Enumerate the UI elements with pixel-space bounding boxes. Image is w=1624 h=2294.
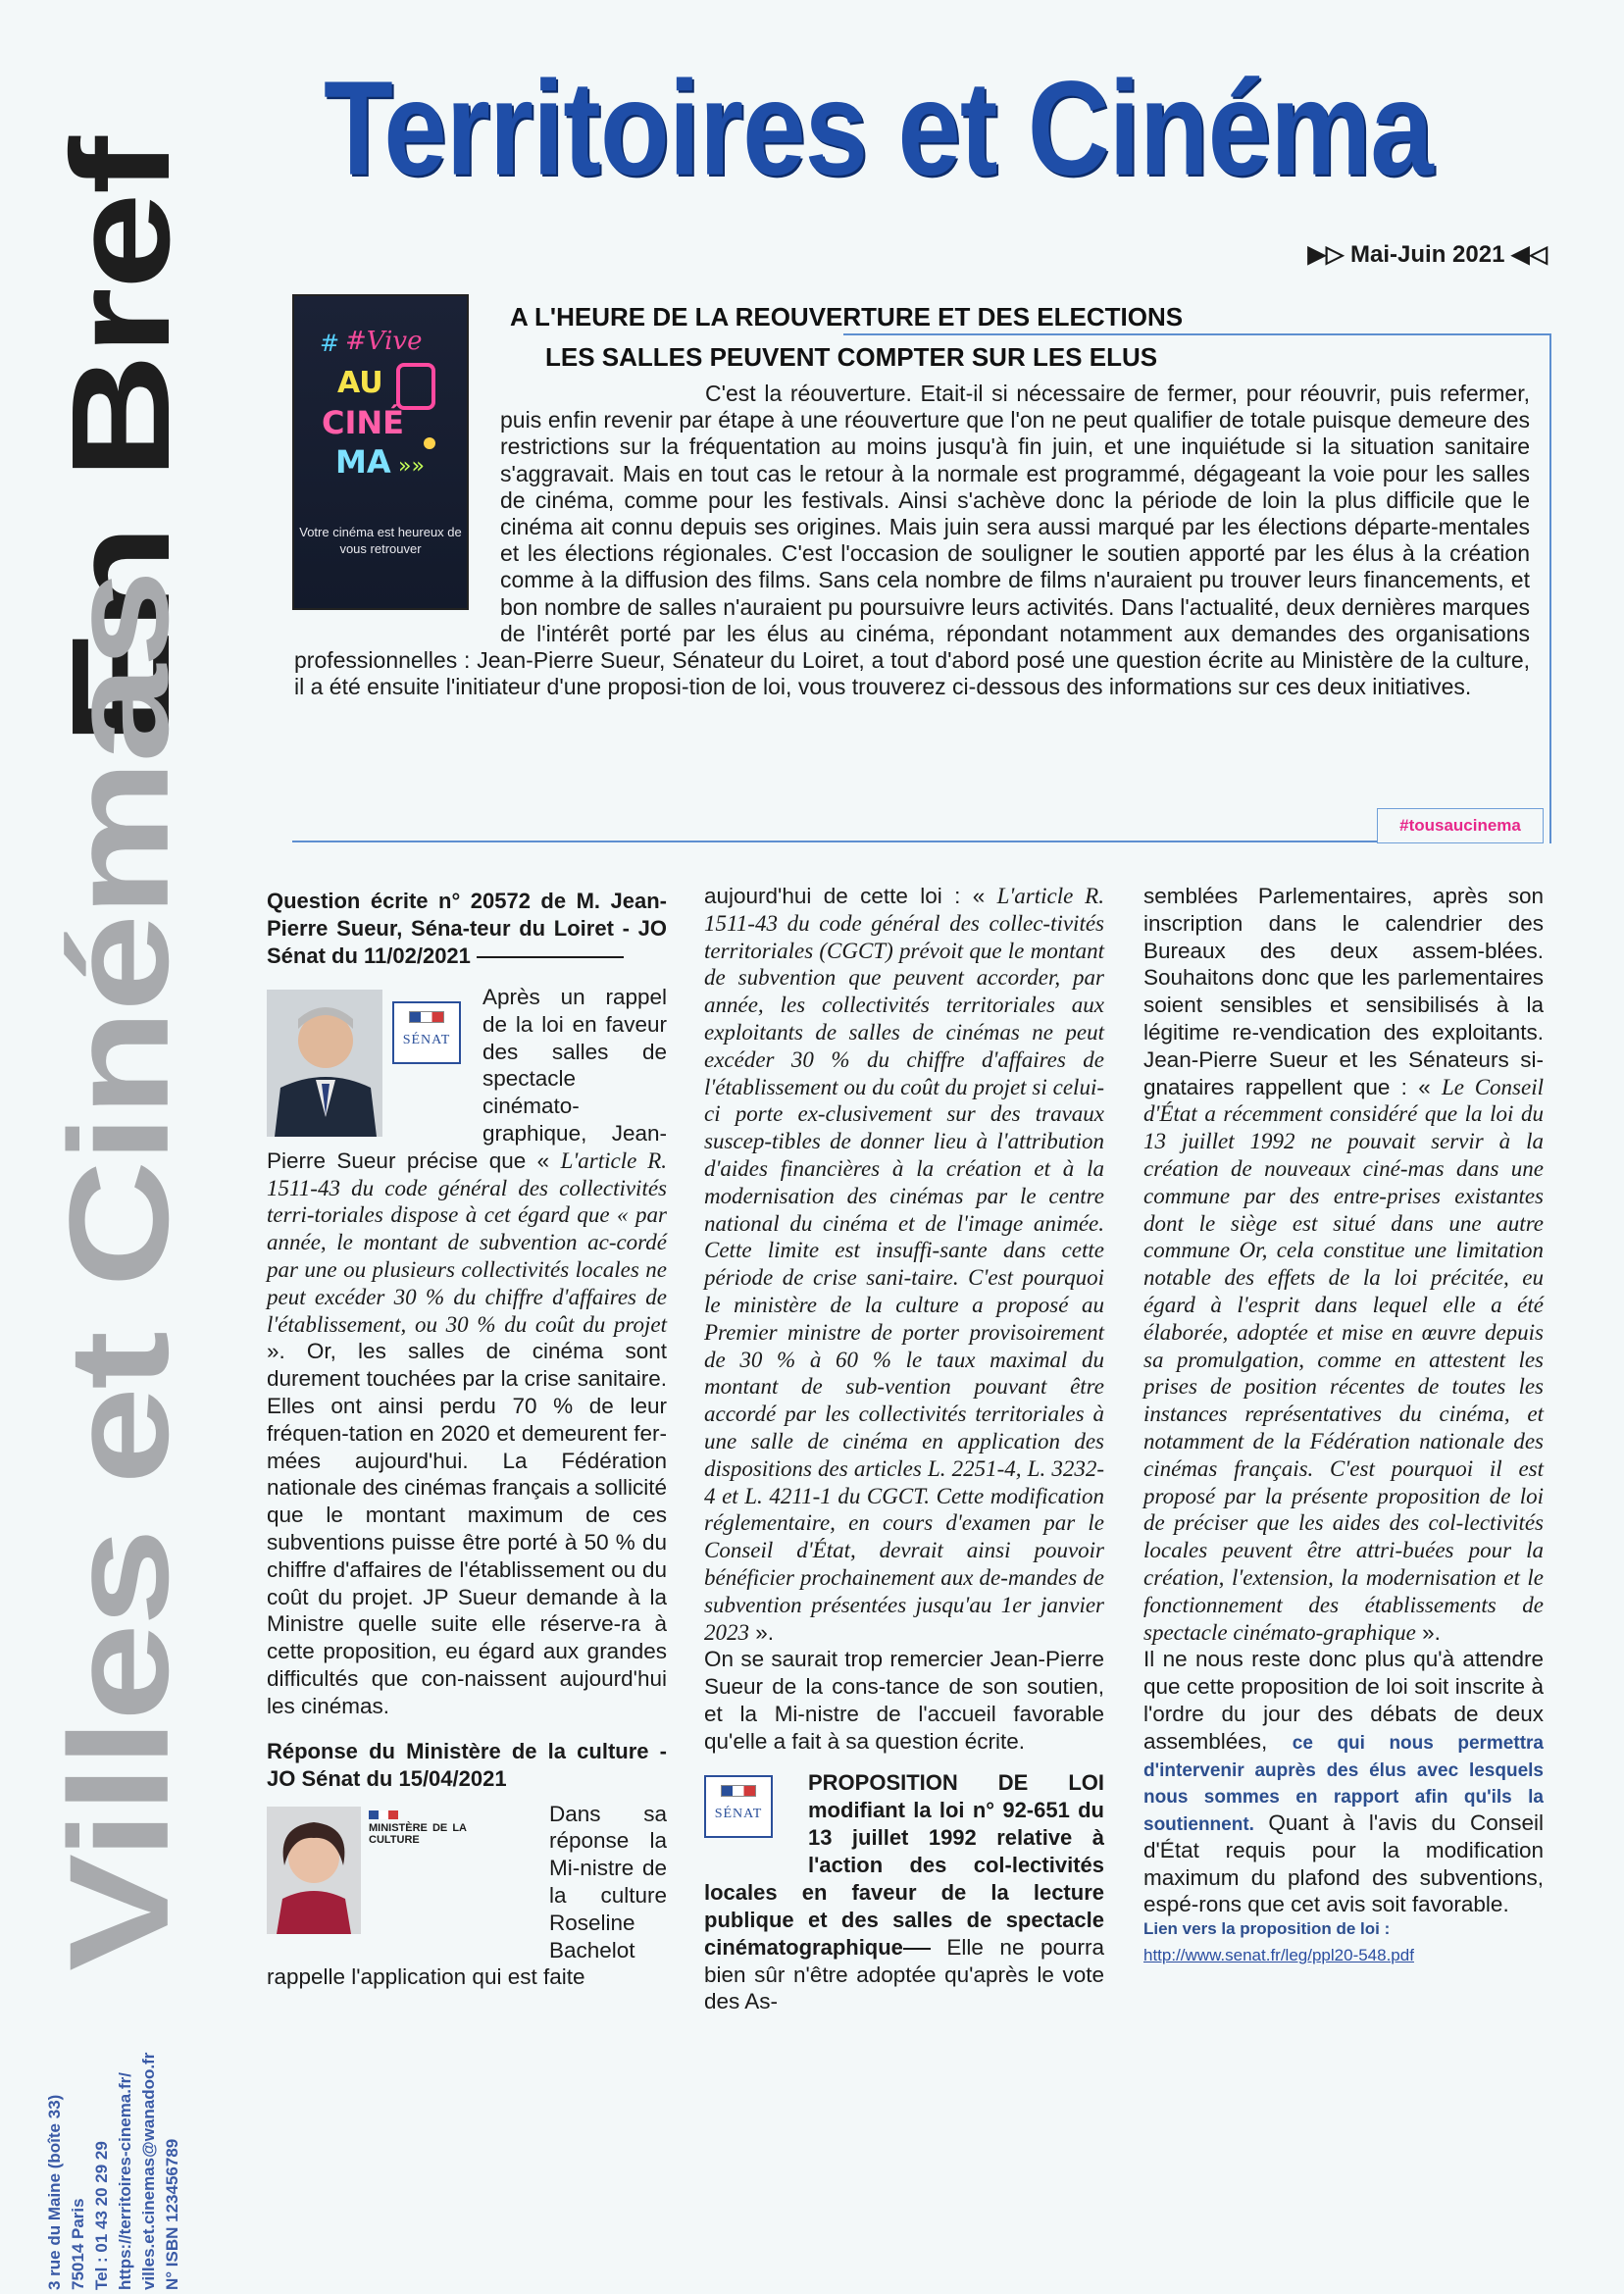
address-line: 3 rue du Maine (boîte 33): [45, 2094, 64, 2290]
ministry-logo: MINISTÈRE DE LA CULTURE: [369, 1810, 467, 1846]
svg-text:CINÉ: CINÉ: [322, 404, 405, 441]
website-link[interactable]: https://territoires-cinema.fr/: [116, 2072, 134, 2290]
phone-line: Tel : 01 43 20 29 29: [92, 2141, 111, 2290]
column-question: Question écrite n° 20572 de M. Jean-Pierre Sueur, Séna-teur du Loiret - JO Sénat du 11/02/2021 SÉNAT Après un rappel de la loi en faveur des salles de spectacle cinémato-graphique, Jean-Pierre Sueur précise que « L'article R. 1511-43 du code général des collectivités terri-toriales dispose à cet égard que « par année, le montant de subvention ac-cordé par une ou plusieurs collectivités locales ne peut excéder 30 % du chiffre d'affaires de l'établissement, ou 30 % du coût du projet ». Or, les salles de cinéma sont durement touchées par la crise sanitaire. Elles ont ainsi perdu 70 % de leur fréquen-tation en 2020 et demeurent fer-mées aujourd'hui. La Fédération nationale des cinémas français a sollicité que le montant maximum de ces subventions puisse être porté à 50 % du chiffre d'affaires de l'établissement ou du coût du projet. JP Sueur demande à la Ministre quelle suite elle réserve-ra à cette proposition, eu égard aux grandes difficultés que con-naissent aujourd'hui les cinémas. Réponse du Ministère de la culture - JO Sénat du 15/04/2021 MINISTÈRE DE LA CULTURE Dans sa réponse la Mi-nistre de la culture Roseline Bachelot rappelle l'application qui est faite: [267, 889, 667, 1990]
link-label: Lien vers la proposition de loi :: [1143, 1919, 1391, 1939]
villes-et-cinemas-title: Villes et Cinémas: [40, 572, 199, 1971]
lead-body: [294, 381, 1530, 700]
frame-line: [1549, 333, 1551, 843]
proposal-text: Elle ne pourra bien sûr n'être adoptée qu'après le vote des As-: [704, 1934, 1104, 2014]
thanks-paragraph: On se saurait trop remercier Jean-Pierre Sueur de la cons-tance de son soutien, et la Mi-nistre de l'accueil favorable qu'elle a fait à sa question écrite.: [704, 1647, 1104, 1754]
portrait-icon: [267, 1807, 361, 1934]
senat-logo: SÉNAT: [392, 1001, 461, 1064]
question-header: Question écrite n° 20572 de M. Jean-Pierre Sueur, Séna-teur du Loiret - JO Sénat du 11/02/2021: [267, 889, 667, 968]
bold-statement: ce qui nous permettra d'intervenir auprès des élus avec lesquels nous sommes en rapport afin qu'ils la soutiennent.: [1143, 1732, 1544, 1836]
isbn-line: N° ISBN 123456789: [163, 2138, 181, 2290]
response-header: Réponse du Ministère de la culture - JO Sénat du 15/04/2021: [267, 1738, 667, 1791]
column-proposal: semblées Parlementaires, après son inscription dans le calendrier des Bureaux des deux assem-blées. Souhaitons donc que les parlementaires soient sensibles et sensibilisés à la légitime re-vendication des exploitants. Jean-Pierre Sueur et les Sénateurs si-gnataires rappellent que : « Le Conseil d'État a récemment considéré que la loi du 13 juillet 1992 ne pouvait servir à la création de nouveaux ciné-mas dans une commune par des entre-prises existantes dont le siège est situé dans une autre commune Or, cela constitue une limitation notable des effets de la loi précitée, eu égard à l'esprit dans lequel elle a été élaborée, adoptée et mise en œuvre depuis sa promulgation, comme en attestent les prises de position récentes de toutes les instances représentatives du cinéma, et notamment de la Fédération nationale des cinémas français. C'est pourquoi il est proposé par la présente proposition de loi de préciser que les aides des col-lectivités locales peuvent être attri-buées pour la création, l'extension, la modernisation et le fonctionnement des établissements de spectacle cinémato-graphique ». Il ne nous reste donc plus qu'à attendre que cette proposition de loi soit inscrite à l'ordre du jour des débats de deux assemblées, ce qui nous permettra d'intervenir auprès des élus avec lesquels nous sommes en rapport afin qu'ils la soutiennent. Quant à l'avis du Conseil d'État requis pour la modification maximum du plafond des subventions, espé-rons que cet avis soit favorable. Lien vers la proposition de loi : http://www.senat.fr/leg/ppl20-548.pdf: [1143, 884, 1545, 1965]
portrait-icon: [267, 990, 382, 1137]
svg-text:MA: MA: [335, 443, 391, 481]
svg-text:»»: »»: [398, 454, 425, 479]
en-bref-title: En Bref: [42, 138, 199, 745]
svg-text:#Vive: #Vive: [345, 327, 423, 356]
proposal-header: PROPOSITION DE LOI modifiant la loi n° 92-651 du 13 juillet 1992 relative à l'action des col-lectivités locales en faveur de la lecture publique et des salles de spectacle cinématographique: [704, 1769, 1104, 1960]
lead-paragraph: C'est la réouverture. Etait-il si nécessaire de fermer, pour réouvrir, puis refermer, puis enfin revenir par étape à une réouverture que l'on ne peut qualifier de totale puisque demeure des restrictions sur la fréquentation au moins jusqu'à fin juin, et une inquiétude si la situation sanitaire s'aggravait. Mais en tout cas le retour à la normale est programmé, dégageant la voie pour les salles de cinéma, comme pour les festivals. Ainsi s'achève donc la période de loin la plus difficile que le cinéma ait connu depuis ses origines. Mais juin sera aussi marqué par les élections départe-mentales et les élections régionales. C'est l'occasion de souligner le soutien apporté par les élus à la création comme à la diffusion des films. Sans cela nombre de films n'auraient pu trouver leurs financements, et bon nombre de salles n'auraient pu poursuivre leurs activités. Dans l'actualité, deux dernières marques de l'intérêt porté par les élus au cinéma, répondant notamment aux demandes des organisations professionnelles : Jean-Pierre Sueur, Sénateur du Loiret, a tout d'abord posé une question écrite au Ministère de la culture, il a été ensuite l'initiateur d'une proposi-tion de loi, vous trouverez ci-dessous des informations sur ces deux initiatives.: [294, 381, 1530, 700]
hashtag-badge: #tousaucinema: [1377, 808, 1544, 843]
address-block: [43, 1937, 184, 2290]
column-ministry-response: aujourd'hui de cette loi : « L'article R. 1511-43 du code général des collec-tivités territoriales (CGCT) prévoit que le montant de subvention que peuvent accorder, par année, les collectivités territoriales aux exploitants de salles de cinémas ne peut excéder 30 % du chiffre d'affaires de l'établissement ou du coût du projet si celui-ci porte ex-clusivement sur des travaux suscep-tibles de donner lieu à l'attribution d'aides financières à la création et à la modernisation des cinémas par le centre national du cinéma et de l'image animée. Cette limite est insuffi-sante dans cette période de crise sani-taire. C'est pourquoi le ministère de la culture a proposé au Premier ministre de porter provisoirement de 30 % à 60 % le taux maximal du montant de sub-vention pouvant être accordé par les collectivités territoriales à une salle de cinéma en application des dispositions des articles L. 2251-4, L. 3232-4 et L. 4211-1 du CGCT. Cette modification réglementaire, en cours d'examen par le Conseil d'État, devrait ainsi pouvoir bénéficier prochainement aux de-mandes de subvention présentées jusqu'au 1er janvier 2023 ». On se saurait trop remercier Jean-Pierre Sueur de la cons-tance de son soutien, et la Mi-nistre de l'accueil favorable qu'elle a fait à sa question écrite. SÉNAT PROPOSITION DE LOI modifiant la loi n° 92-651 du 13 juillet 1992 relative à l'action des col-lectivités locales en faveur de la lecture publique et des salles de spectacle cinématographique Elle ne pourra bien sûr n'être adoptée qu'après le vote des As-: [704, 884, 1104, 2014]
poster-caption: Votre cinéma est heureux de vous retrouver: [299, 525, 462, 556]
svg-text:#: #: [320, 330, 340, 357]
issue-date: ▶▷ Mai-Juin 2021 ◀◁: [1307, 241, 1548, 268]
svg-text:AU: AU: [337, 366, 383, 400]
senat-logo: SÉNAT: [704, 1775, 773, 1838]
lead-headline: A L'HEURE DE LA REOUVERTURE ET DES ELECTIONS: [510, 302, 1184, 331]
masthead-title: Territoires et Cinéma: [324, 52, 1433, 204]
proposal-link[interactable]: http://www.senat.fr/leg/ppl20-548.pdf: [1143, 1946, 1414, 1965]
lead-subheadline: LES SALLES PEUVENT COMPTER SUR LES ELUS: [545, 342, 1158, 372]
frame-line: [843, 333, 1551, 335]
senator-photo: [267, 990, 473, 1137]
frame-line: [292, 841, 1379, 842]
email-link[interactable]: villes.et.cinemas@wanadoo.fr: [139, 2052, 158, 2290]
address-line: 75014 Paris: [69, 2198, 87, 2290]
minister-photo: [267, 1807, 539, 1934]
